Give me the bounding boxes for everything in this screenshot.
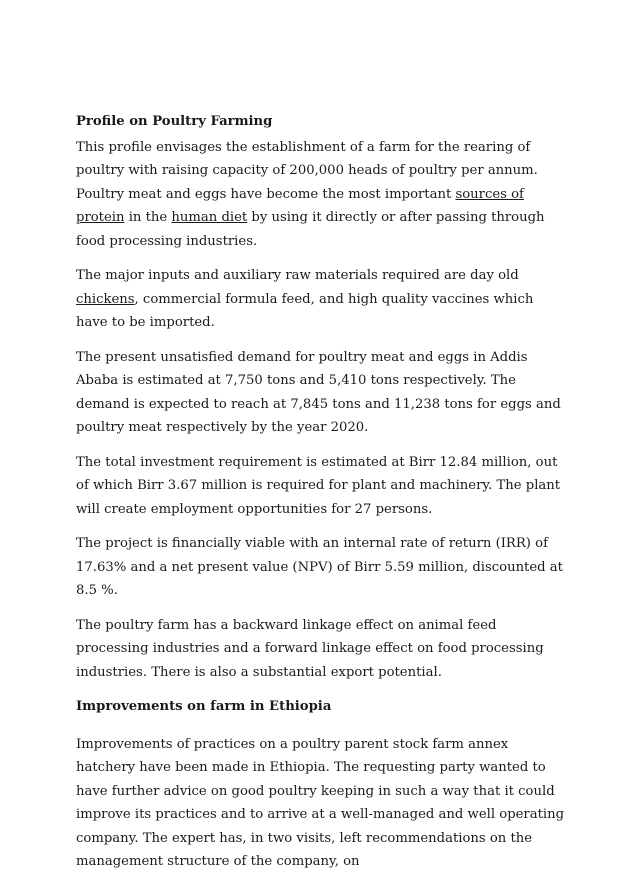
paragraph-text: , commercial formula feed, and high quality vaccines which have to be imported. <box>76 291 534 330</box>
document-body <box>76 110 566 885</box>
paragraph-text: This profile envisages the establishment of a farm for the rearing of poultry with raising capacity of 200,000 heads of poultry per annum. Poultry meat and eggs have become the most important <box>76 139 538 202</box>
link-chickens[interactable]: chickens <box>76 291 135 307</box>
paragraph-linkage: The poultry farm has a backward linkage effect on animal feed processing industries and a forward linkage effect on food processing industries. There is also a substantial export potential. <box>76 617 544 680</box>
paragraph-improvements: Improvements of practices on a poultry parent stock farm annex hatchery have been made in Ethiopia. The requesting party wanted to have further advice on good poultry keeping in such a way that it could improve its practices and to arrive at a well-managed and well operating company. The expert has, in two visits, left recommendations on the management structure of the company, on <box>76 736 565 869</box>
link-human-diet[interactable]: human diet <box>171 210 248 225</box>
section-heading-poultry-farming: Profile on Poultry Farming <box>76 114 273 129</box>
paragraph-demand: The present unsatisfied demand for poultry meat and eggs in Addis Ababa is estimated at 7,750 tons and 5,410 tons respectively. The demand is expected to reach at 7,845 tons and 11,238 tons for eggs and poultry meat respectively by the year 2020. <box>76 349 561 435</box>
link-sources-of-protein[interactable]: sources of protein <box>76 186 524 225</box>
paragraph-investment: The total investment requirement is estimated at Birr 12.84 million, out of which Birr 3.67 million is required for plant and machinery. The plant will create employment opportunities for 27 persons. <box>76 454 561 517</box>
paragraph-profile-intro <box>76 136 566 254</box>
section-heading-improvements: Improvements on farm in Ethiopia <box>76 699 332 714</box>
paragraph-text: The major inputs and auxiliary raw materials required are day old <box>76 268 519 283</box>
paragraph-financial-viability: The project is financially viable with an internal rate of return (IRR) of 17.63% and a net present value (NPV) of Birr 5.59 million, discounted at 8.5 %. <box>76 536 563 598</box>
paragraph-inputs <box>76 264 566 335</box>
paragraph-text: by using it directly or after passing through food processing industries. <box>76 210 545 249</box>
paragraph-text: in the <box>124 210 172 225</box>
